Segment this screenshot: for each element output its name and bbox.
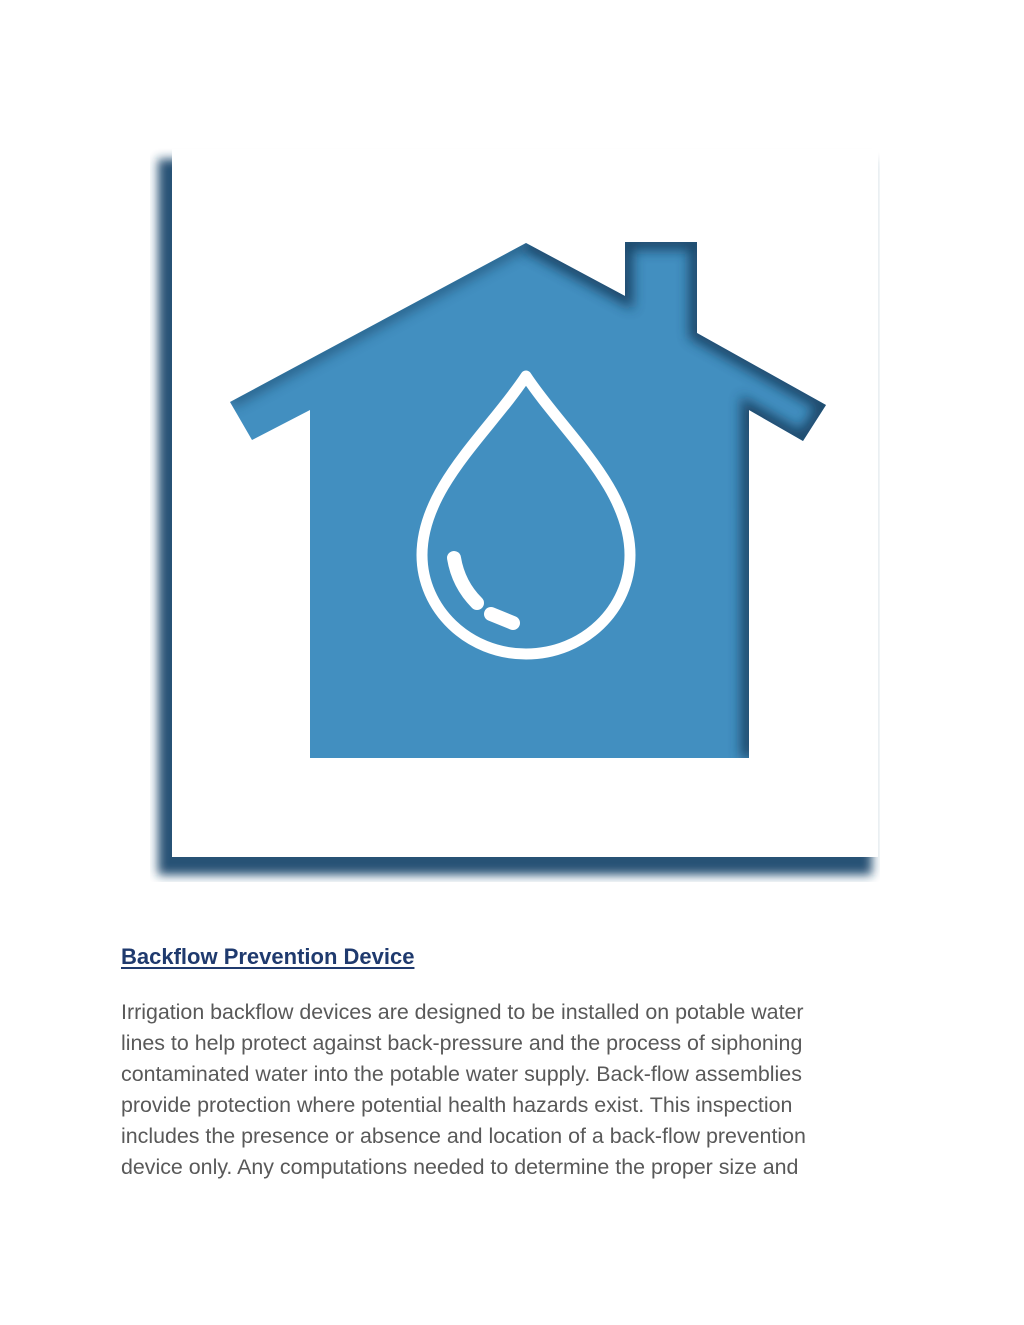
body-line: lines to help protect against back-pressure and the process of siphoning: [121, 1031, 803, 1055]
section-body: [121, 997, 911, 1183]
house-water-drop-icon: [150, 147, 880, 882]
body-line: provide protection where potential health hazards exist. This inspection: [121, 1093, 793, 1117]
body-line: Irrigation backflow devices are designed to be installed on potable water: [121, 1000, 804, 1024]
body-line: includes the presence or absence and location of a back-flow prevention: [121, 1124, 806, 1148]
body-line: device only. Any computations needed to determine the proper size and: [121, 1155, 799, 1179]
drop-highlight-dash: [491, 614, 513, 623]
section-heading[interactable]: Backflow Prevention Device: [121, 944, 415, 969]
body-line: contaminated water into the potable water supply. Back-flow assemblies: [121, 1062, 802, 1086]
house-water-illustration: [150, 147, 880, 882]
